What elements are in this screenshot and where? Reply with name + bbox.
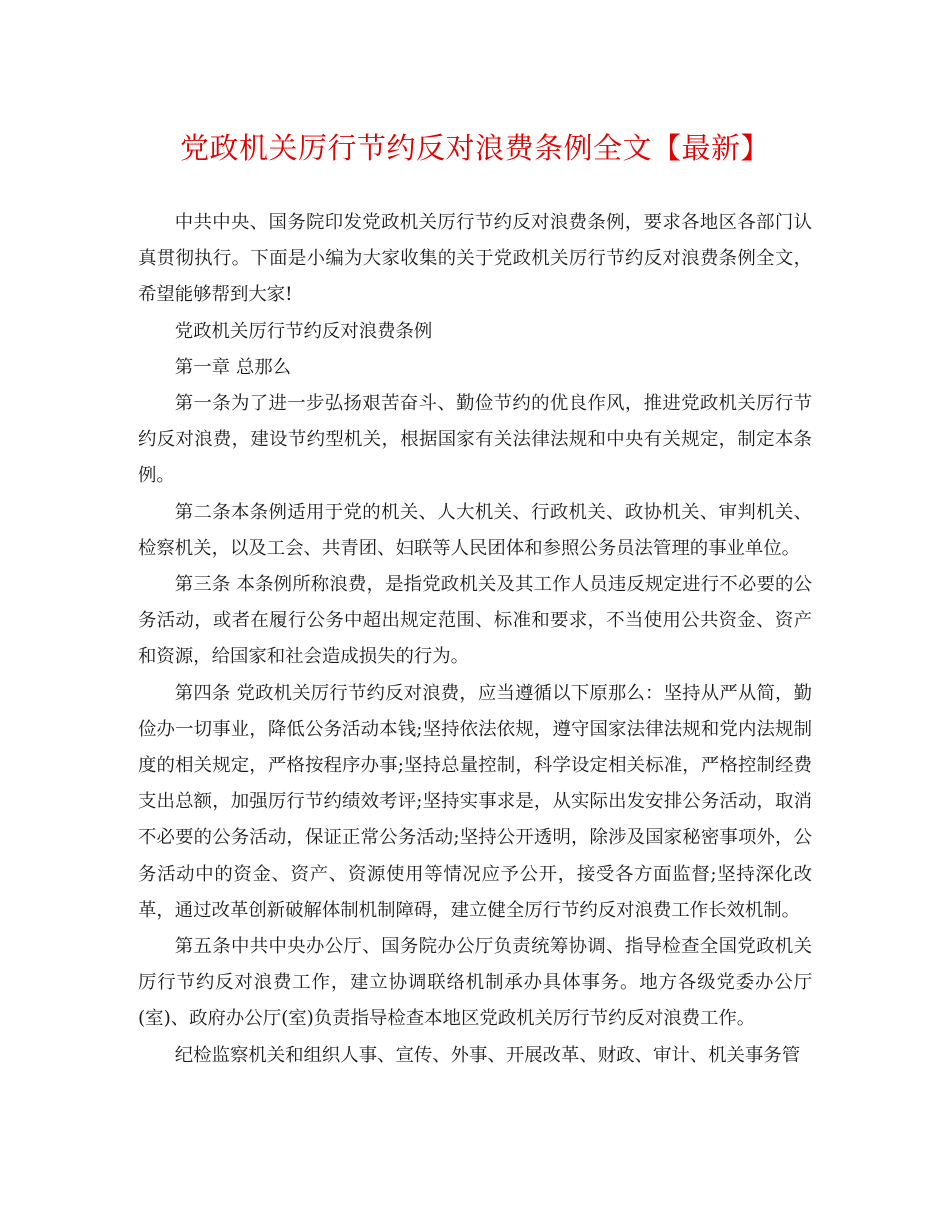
document-title: 党政机关厉行节约反对浪费条例全文【最新】	[179, 131, 770, 165]
paragraph-regulation-name: 党政机关厉行节约反对浪费条例	[174, 320, 433, 342]
paragraph-article-3: 第三条 本条例所称浪费，是指党政机关及其工作人员违反规定进行不必要的公务活动，或者在履行公务中超出规定范围、标准和要求，不当使用公共资金、资产和资源，给国家和社会造成损失的行为。	[138, 574, 812, 668]
paragraph-intro: 中共中央、国务院印发党政机关厉行节约反对浪费条例，要求各地区各部门认真贯彻执行。下面是小编为大家收集的关于党政机关厉行节约反对浪费条例全文，希望能够帮到大家!	[138, 212, 812, 306]
paragraph-article-1: 第一条为了进一步弘扬艰苦奋斗、勤俭节约的优良作风，推进党政机关厉行节约反对浪费，建设节约型机关，根据国家有关法律法规和中央有关规定，制定本条例。	[138, 393, 812, 487]
paragraph-article-2: 第二条本条例适用于党的机关、人大机关、行政机关、政协机关、审判机关、检察机关，以及工会、共青团、妇联等人民团体和参照公务员法管理的事业单位。	[138, 501, 812, 559]
paragraph-article-4: 第四条 党政机关厉行节约反对浪费，应当遵循以下原那么：坚持从严从简，勤俭办一切事业，降低公务活动本钱;坚持依法依规，遵守国家法律法规和党内法规制度的相关规定，严格按程序办事;坚持总量控制，科学设定相关标准，严格控制经费支出总额，加强厉行节约绩效考评;坚持实事求是，从实际出发安排公务活动，取消不必要的公务活动，保证正常公务活动;坚持公开透明，除涉及国家秘密事项外，公务活动中的资金、资产、资源使用等情况应予公开，接受各方面监督;坚持深化改革，通过改革创新破解体制机制障碍，建立健全厉行节约反对浪费工作长效机制。	[138, 682, 812, 921]
paragraph-article-5: 第五条中共中央办公厅、国务院办公厅负责统筹协调、指导检查全国党政机关厉行节约反对浪费工作，建立协调联络机制承办具体事务。地方各级党委办公厅(室)、政府办公厅(室)负责指导检查本地区党政机关厉行节约反对浪费工作。	[138, 936, 812, 1030]
document-body	[138, 205, 812, 1074]
paragraph-article-5-continued: 纪检监察机关和组织人事、宣传、外事、开展改革、财政、审计、机关事务管	[174, 1044, 801, 1066]
paragraph-chapter-one: 第一章 总那么	[174, 356, 291, 378]
